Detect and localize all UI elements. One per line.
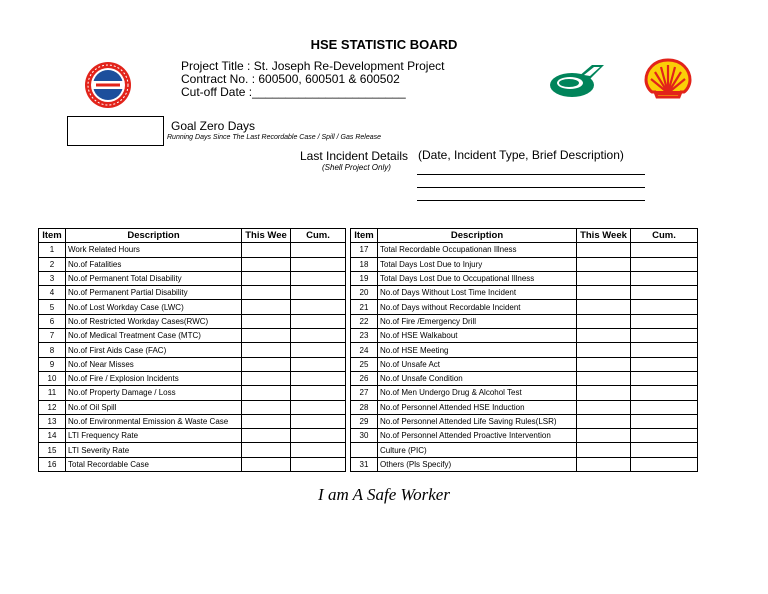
header-this-week: This Wee (242, 229, 291, 243)
description-cell: No.of HSE Meeting (378, 343, 577, 357)
item-number-cell: 15 (39, 443, 66, 457)
incident-line-1[interactable] (417, 174, 645, 175)
shell-logo (643, 58, 693, 100)
incident-description-hint: (Date, Incident Type, Brief Description) (418, 148, 624, 162)
cumulative-cell[interactable] (631, 243, 698, 257)
description-cell: No.of HSE Walkabout (378, 329, 577, 343)
table-row (351, 257, 698, 271)
item-number-cell: 16 (39, 457, 66, 471)
description-cell: LTI Severity Rate (66, 443, 242, 457)
description-cell: No.of Lost Workday Case (LWC) (66, 300, 242, 314)
item-number-cell: 20 (351, 286, 378, 300)
table-row (39, 443, 346, 457)
table-row (351, 429, 698, 443)
item-number-cell: 8 (39, 343, 66, 357)
this-week-cell[interactable] (242, 314, 291, 328)
description-cell: No.of Restricted Workday Cases(RWC) (66, 314, 242, 328)
goal-zero-days-label: Goal Zero Days (171, 119, 256, 133)
cumulative-cell[interactable] (631, 443, 698, 457)
last-incident-note: (Shell Project Only) (322, 163, 391, 172)
this-week-cell[interactable] (577, 257, 631, 271)
this-week-cell[interactable] (242, 400, 291, 414)
table-row (351, 414, 698, 428)
item-number-cell: 1 (39, 243, 66, 257)
item-number-cell: 13 (39, 414, 66, 428)
this-week-cell[interactable] (577, 243, 631, 257)
table-row (39, 386, 346, 400)
this-week-cell[interactable] (242, 371, 291, 385)
this-week-cell[interactable] (577, 357, 631, 371)
description-cell: No.of Fatalities (66, 257, 242, 271)
this-week-cell[interactable] (242, 357, 291, 371)
header-cumulative: Cum. (631, 229, 698, 243)
cumulative-cell[interactable] (291, 243, 346, 257)
cumulative-cell[interactable] (631, 314, 698, 328)
cumulative-cell[interactable] (631, 300, 698, 314)
incident-line-3[interactable] (417, 200, 645, 201)
table-row (351, 286, 698, 300)
this-week-cell[interactable] (242, 457, 291, 471)
description-cell: No.of Personnel Attended Life Saving Rules(LSR) (378, 414, 577, 428)
item-number-cell: 26 (351, 371, 378, 385)
incident-line-2[interactable] (417, 187, 645, 188)
item-number-cell: 2 (39, 257, 66, 271)
description-cell: No.of Environmental Emission & Waste Case (66, 414, 242, 428)
cumulative-cell[interactable] (291, 443, 346, 457)
cumulative-cell[interactable] (291, 371, 346, 385)
table-row (39, 429, 346, 443)
cumulative-cell[interactable] (631, 386, 698, 400)
description-cell: Others (Pls Specify) (378, 457, 577, 471)
table-row (351, 343, 698, 357)
cumulative-cell[interactable] (631, 357, 698, 371)
description-cell: Culture (PIC) (378, 443, 577, 457)
item-number-cell: 21 (351, 300, 378, 314)
goal-zero-days-box[interactable] (67, 116, 164, 146)
description-cell: Total Days Lost Due to Occupational Illness (378, 271, 577, 285)
item-number-cell: 28 (351, 400, 378, 414)
item-number-cell: 14 (39, 429, 66, 443)
description-cell: No.of Oil Spill (66, 400, 242, 414)
cumulative-cell[interactable] (631, 271, 698, 285)
cumulative-cell[interactable] (631, 429, 698, 443)
item-number-cell: 9 (39, 357, 66, 371)
this-week-cell[interactable] (242, 243, 291, 257)
cumulative-cell[interactable] (291, 329, 346, 343)
project-title-line: Project Title : St. Joseph Re-Development Project (181, 59, 445, 73)
table-row (351, 443, 698, 457)
table-row (39, 271, 346, 285)
cumulative-cell[interactable] (631, 400, 698, 414)
this-week-cell[interactable] (577, 286, 631, 300)
round-badge-logo (84, 61, 132, 109)
safety-motto: I am A Safe Worker (318, 485, 450, 504)
cumulative-cell[interactable] (291, 286, 346, 300)
table-row (39, 343, 346, 357)
this-week-cell[interactable] (242, 329, 291, 343)
cumulative-cell[interactable] (631, 286, 698, 300)
statistics-table-right (350, 228, 698, 472)
this-week-cell[interactable] (242, 257, 291, 271)
header-description: Description (66, 229, 242, 243)
cutoff-date-line: Cut-off Date :_______________________ (181, 85, 406, 99)
item-number-cell (351, 443, 378, 457)
cumulative-cell[interactable] (291, 386, 346, 400)
this-week-cell[interactable] (577, 371, 631, 385)
item-number-cell: 27 (351, 386, 378, 400)
this-week-cell[interactable] (577, 414, 631, 428)
cumulative-cell[interactable] (631, 371, 698, 385)
table-row (351, 271, 698, 285)
item-number-cell: 22 (351, 314, 378, 328)
cumulative-cell[interactable] (631, 257, 698, 271)
item-number-cell: 25 (351, 357, 378, 371)
description-cell: No.of First Aids Case (FAC) (66, 343, 242, 357)
header-item: Item (351, 229, 378, 243)
header-description: Description (378, 229, 577, 243)
description-cell: No.of Days without Recordable Incident (378, 300, 577, 314)
this-week-cell[interactable] (577, 400, 631, 414)
item-number-cell: 24 (351, 343, 378, 357)
cumulative-cell[interactable] (291, 357, 346, 371)
cumulative-cell[interactable] (291, 429, 346, 443)
cumulative-cell[interactable] (291, 300, 346, 314)
description-cell: No.of Permanent Total Disability (66, 271, 242, 285)
item-number-cell: 5 (39, 300, 66, 314)
board-title: HSE STATISTIC BOARD (310, 37, 458, 52)
table-row (39, 243, 346, 257)
this-week-cell[interactable] (577, 386, 631, 400)
description-cell: No.of Personnel Attended HSE Induction (378, 400, 577, 414)
this-week-cell[interactable] (577, 457, 631, 471)
cumulative-cell[interactable] (291, 400, 346, 414)
description-cell: No.of Personnel Attended Proactive Intervention (378, 429, 577, 443)
table-row (351, 457, 698, 471)
this-week-cell[interactable] (577, 443, 631, 457)
table-row (351, 386, 698, 400)
item-number-cell: 19 (351, 271, 378, 285)
table-row (351, 243, 698, 257)
item-number-cell: 3 (39, 271, 66, 285)
this-week-cell[interactable] (242, 443, 291, 457)
cumulative-cell[interactable] (291, 257, 346, 271)
description-cell: No.of Property Damage / Loss (66, 386, 242, 400)
this-week-cell[interactable] (242, 414, 291, 428)
item-number-cell: 31 (351, 457, 378, 471)
description-cell: No.of Unsafe Condition (378, 371, 577, 385)
table-row (39, 414, 346, 428)
header-this-week: This Week (577, 229, 631, 243)
table-row (351, 357, 698, 371)
table-row (39, 286, 346, 300)
last-incident-label: Last Incident Details (300, 149, 409, 163)
description-cell: No.of Men Undergo Drug & Alcohol Test (378, 386, 577, 400)
this-week-cell[interactable] (242, 343, 291, 357)
cumulative-cell[interactable] (631, 343, 698, 357)
item-number-cell: 29 (351, 414, 378, 428)
this-week-cell[interactable] (577, 429, 631, 443)
this-week-cell[interactable] (242, 300, 291, 314)
description-cell: No.of Medical Treatment Case (MTC) (66, 329, 242, 343)
table-row (39, 257, 346, 271)
item-number-cell: 17 (351, 243, 378, 257)
table-row (39, 371, 346, 385)
this-week-cell[interactable] (577, 314, 631, 328)
this-week-cell[interactable] (242, 271, 291, 285)
header-item: Item (39, 229, 66, 243)
table-row (39, 457, 346, 471)
this-week-cell[interactable] (242, 286, 291, 300)
table-row (39, 357, 346, 371)
table-row (351, 400, 698, 414)
cumulative-cell[interactable] (291, 457, 346, 471)
this-week-cell[interactable] (577, 329, 631, 343)
table-row (39, 329, 346, 343)
table-row (39, 314, 346, 328)
description-cell: No.of Fire / Explosion Incidents (66, 371, 242, 385)
item-number-cell: 10 (39, 371, 66, 385)
description-cell: No.of Unsafe Act (378, 357, 577, 371)
cumulative-cell[interactable] (631, 414, 698, 428)
project-info (181, 60, 444, 99)
item-number-cell: 11 (39, 386, 66, 400)
description-cell: No.of Near Misses (66, 357, 242, 371)
item-number-cell: 12 (39, 400, 66, 414)
cumulative-cell[interactable] (631, 329, 698, 343)
description-cell: No.of Days Without Lost Time Incident (378, 286, 577, 300)
contract-number-line: Contract No. : 600500, 600501 & 600502 (181, 72, 400, 86)
cumulative-cell[interactable] (291, 314, 346, 328)
table-row (351, 314, 698, 328)
this-week-cell[interactable] (242, 386, 291, 400)
table-row (351, 371, 698, 385)
goal-zero-days-note: Running Days Since The Last Recordable Case / Spill / Gas Release (167, 134, 381, 141)
statistics-table-left (38, 228, 346, 472)
this-week-cell[interactable] (242, 429, 291, 443)
table-row (39, 300, 346, 314)
description-cell: Total Recordable Case (66, 457, 242, 471)
description-cell: No.of Fire /Emergency Drill (378, 314, 577, 328)
item-number-cell: 4 (39, 286, 66, 300)
item-number-cell: 18 (351, 257, 378, 271)
item-number-cell: 7 (39, 329, 66, 343)
table-header-row (39, 229, 346, 243)
table-row (351, 329, 698, 343)
description-cell: Total Recordable Occupationan Illness (378, 243, 577, 257)
item-number-cell: 6 (39, 314, 66, 328)
this-week-cell[interactable] (577, 343, 631, 357)
description-cell: LTI Frequency Rate (66, 429, 242, 443)
cumulative-cell[interactable] (291, 343, 346, 357)
description-cell: No.of Permanent Partial Disability (66, 286, 242, 300)
petronas-style-logo (548, 61, 606, 99)
table-row (351, 300, 698, 314)
cumulative-cell[interactable] (291, 414, 346, 428)
description-cell: Total Days Lost Due to Injury (378, 257, 577, 271)
item-number-cell: 30 (351, 429, 378, 443)
header-cumulative: Cum. (291, 229, 346, 243)
table-header-row (351, 229, 698, 243)
cumulative-cell[interactable] (631, 457, 698, 471)
this-week-cell[interactable] (577, 271, 631, 285)
table-row (39, 400, 346, 414)
this-week-cell[interactable] (577, 300, 631, 314)
cumulative-cell[interactable] (291, 271, 346, 285)
item-number-cell: 23 (351, 329, 378, 343)
description-cell: Work Related Hours (66, 243, 242, 257)
